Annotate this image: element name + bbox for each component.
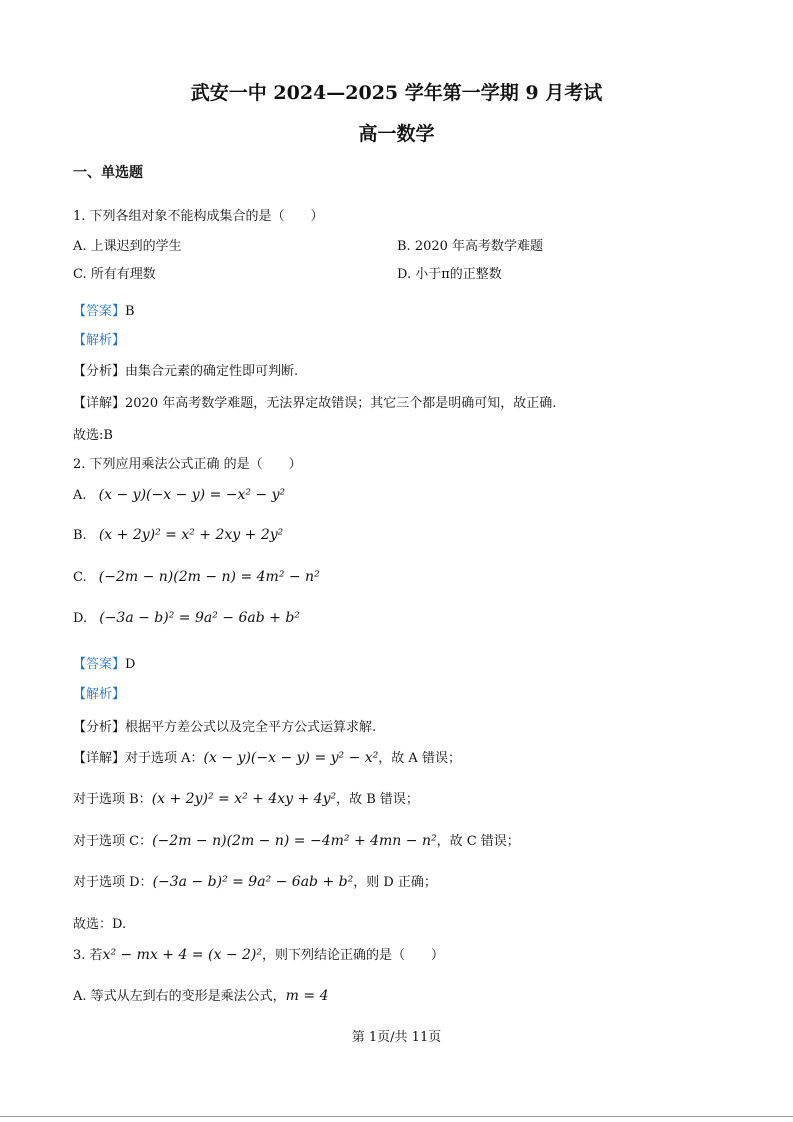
q1-fenxi-line (73, 360, 298, 379)
q2-option-d (73, 610, 300, 626)
answer-tag: 【答案】 (73, 657, 126, 672)
q2-answer-line (73, 653, 135, 672)
detail-prefix: 对于选项 C： (73, 834, 153, 849)
q2-option-c (73, 569, 320, 585)
q2-option-d-formula: (−3a − b)² = 9a² − 6ab + b² (99, 610, 300, 626)
document-subtitle: 高一数学 (358, 123, 435, 145)
q2-option-b (73, 527, 283, 543)
q3-stem-prefix: 3. 若 (73, 948, 103, 963)
q1-xiangjie-line (73, 392, 556, 411)
q1-stem: 1. 下列各组对象不能构成集合的是（ ） (73, 209, 324, 224)
q2-option-a (73, 487, 285, 503)
q2-fenxi: 根据平方差公式以及完全平方公式运算求解. (125, 720, 377, 735)
q2-detail-b (73, 788, 419, 807)
q2-answer: D (125, 657, 136, 672)
q2-detail-d (73, 871, 437, 890)
q3-stem (73, 944, 444, 963)
q1-answer: B (125, 304, 135, 319)
q2-detail-b-formula: (x + 2y)² = x² + 4xy + 4y² (151, 791, 337, 807)
q1-jiexi-tag: 【解析】 (73, 333, 126, 348)
detail-suffix: ，故 B 错误； (336, 792, 419, 807)
q2-fenxi-line (73, 716, 376, 735)
xiangjie-tag: 【详解】 (73, 751, 126, 766)
q3-stem-formula: x² − mx + 4 = (x − 2)² (102, 947, 262, 963)
q2-detail-c (73, 830, 520, 849)
page-footer: 第 1页/共 11页 (351, 1030, 442, 1045)
q1-option-d: D. 小于π的正整数 (397, 267, 502, 282)
q2-detail-a (73, 747, 461, 766)
q2-detail-a-formula: (x − y)(−x − y) = y² − x² (203, 750, 379, 766)
q2-conclusion: 故选：D. (73, 917, 127, 932)
fenxi-tag: 【分析】 (73, 720, 126, 735)
q2-option-c-formula: (−2m − n)(2m − n) = 4m² − n² (98, 569, 320, 585)
q2-detail-d-formula: (−3a − b)² = 9a² − 6ab + b² (152, 874, 354, 890)
detail-suffix: ，故 C 错误； (436, 834, 520, 849)
option-label: D. (73, 611, 88, 626)
q3-option-a-text: A. 等式从左到右的变形是乘法公式， (73, 989, 286, 1004)
detail-suffix: ，故 A 错误； (378, 751, 461, 766)
option-label: B. (73, 528, 87, 543)
detail-suffix: ，则 D 正确； (353, 875, 437, 890)
q1-option-c: C. 所有有理数 (73, 267, 156, 282)
answer-tag: 【答案】 (73, 304, 126, 319)
q1-option-b: B. 2020 年高考数学难题 (397, 239, 544, 254)
detail-prefix: 对于选项 D： (73, 875, 153, 890)
q3-option-a-formula: m = 4 (285, 988, 329, 1004)
q2-jiexi-tag: 【解析】 (73, 687, 126, 702)
fenxi-tag: 【分析】 (73, 364, 126, 379)
section-heading: 一、单选题 (73, 165, 143, 181)
xiangjie-tag: 【详解】 (73, 396, 126, 411)
q1-option-a: A. 上课迟到的学生 (73, 239, 182, 254)
q2-stem: 2. 下列应用乘法公式正确 的是（ ） (73, 457, 302, 472)
q1-conclusion: 故选:B (73, 428, 113, 443)
q3-stem-suffix: ，则下列结论正确的是（ ） (262, 948, 445, 963)
q2-option-b-formula: (x + 2y)² = x² + 2xy + 2y² (98, 527, 284, 543)
option-label: C. (73, 570, 87, 585)
detail-prefix: 对于选项 B： (73, 792, 152, 807)
page-bottom-divider (0, 1116, 793, 1117)
q2-option-a-formula: (x − y)(−x − y) = −x² − y² (98, 487, 286, 503)
option-label: A. (73, 488, 87, 503)
q3-option-a (73, 985, 328, 1004)
q2-detail-c-formula: (−2m − n)(2m − n) = −4m² + 4mn − n² (152, 833, 437, 849)
q1-fenxi: 由集合元素的确定性即可判断. (125, 364, 299, 379)
detail-prefix: 对于选项 A： (125, 751, 204, 766)
q1-answer-line (73, 300, 135, 319)
document-title: 武安一中 2024—2025 学年第一学期 9 月考试 (190, 82, 603, 104)
q1-xiangjie: 2020 年高考数学难题，无法界定故错误；其它三个都是明确可知，故正确. (125, 396, 557, 411)
